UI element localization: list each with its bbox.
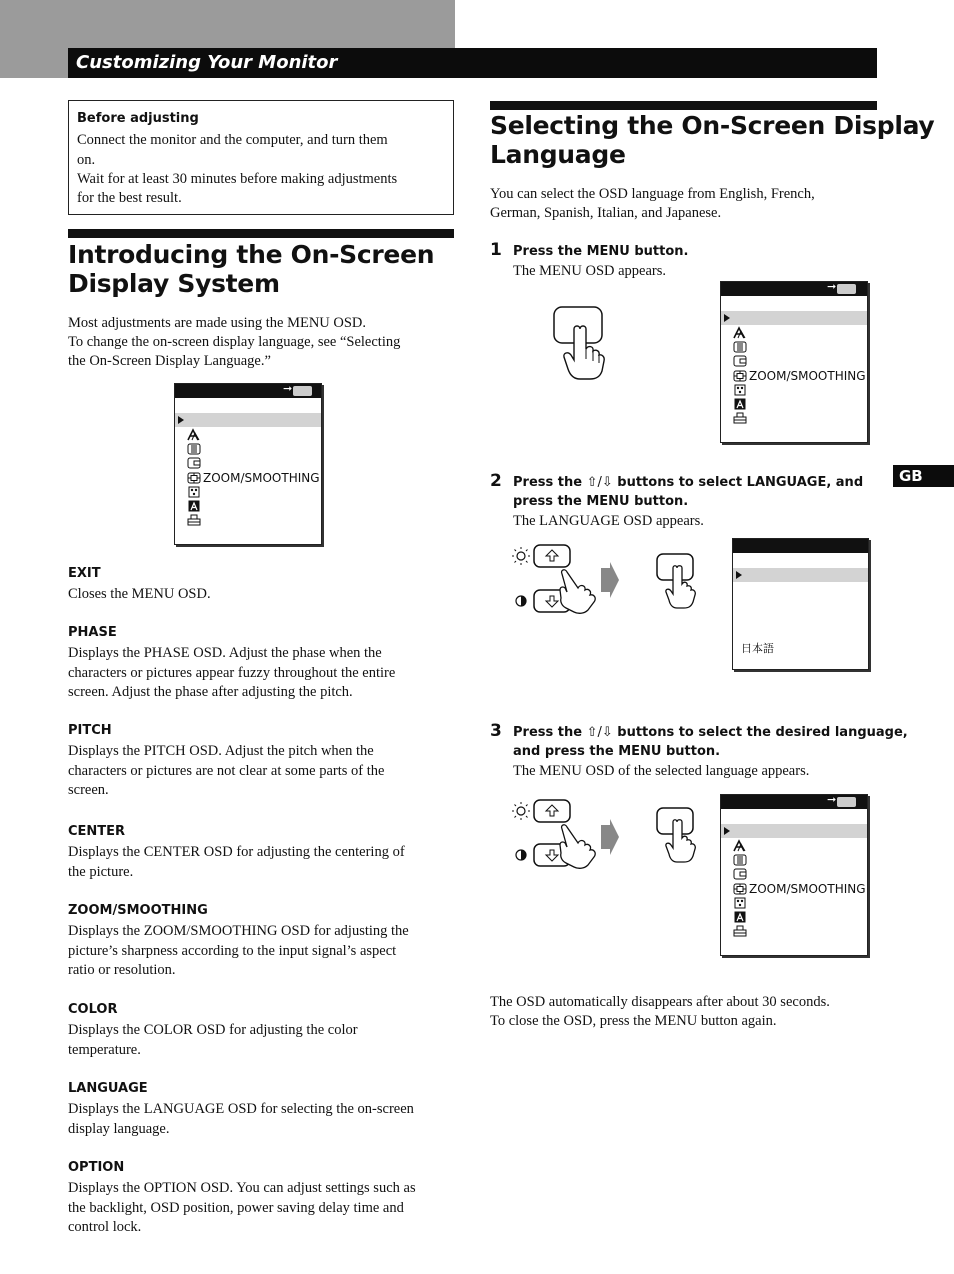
osd-zoom-row: [187, 471, 320, 485]
osd3-title-bar: [721, 795, 867, 809]
osd3-language-icon: [733, 911, 747, 923]
osd1-selected-row: [721, 311, 867, 325]
term-heading: LANGUAGE: [68, 1081, 148, 1096]
term-description-line: ratio or resolution.: [68, 962, 176, 978]
osd3-exit-arrow-icon: ➞: [827, 793, 837, 806]
term-heading: OPTION: [68, 1160, 125, 1175]
outro-line1: The OSD automatically disappears after about 30 seconds.: [490, 994, 830, 1010]
term-description-line: screen.: [68, 782, 109, 798]
term-description-line: screen. Adjust the phase after adjusting the pitch.: [68, 684, 353, 700]
step3-menu-button-press-illustration: [655, 806, 701, 864]
before-adjusting-line3: Wait for at least 30 minutes before making adjustments: [77, 171, 398, 187]
intro-heading-line2: Display System: [68, 269, 280, 298]
osd3-zoom-row: [733, 882, 866, 896]
language-osd-diagram: [732, 538, 869, 670]
osd-language-row: [187, 499, 203, 513]
osd3-center-row: [733, 867, 749, 881]
color-icon: [187, 486, 201, 498]
intro-paragraph-line3: the On-Screen Display Language.”: [68, 353, 271, 369]
step2-title-line2: press the MENU button.: [513, 494, 689, 509]
step2-menu-button-press-illustration: [655, 552, 701, 610]
term-description-line: Closes the MENU OSD.: [68, 586, 211, 602]
osd-selected-row: [175, 413, 321, 427]
osd-option-row: [187, 513, 203, 527]
intro-paragraph-line1: Most adjustments are made using the MENU OSD.: [68, 315, 367, 331]
language-tab-label: GB: [899, 467, 923, 485]
osd-zoom-label: ZOOM/SMOOTHING: [203, 471, 320, 485]
osd2-japanese-label: 日本語: [741, 642, 774, 655]
osd1-option-row: [733, 411, 749, 425]
term-description-line: control lock.: [68, 1219, 142, 1235]
pitch-icon: [187, 443, 201, 455]
exit-arrow-icon: ➞: [283, 382, 293, 395]
osd-center-row: [187, 456, 203, 470]
step3-menu-osd: [720, 794, 868, 956]
osd1-phase-row: [733, 326, 749, 340]
term-description-line: the picture.: [68, 863, 134, 880]
osd3-pitch-row: [733, 853, 749, 867]
osd-cursor-icon: [178, 416, 184, 424]
section-title: Customizing Your Monitor: [76, 52, 338, 73]
step2-number: 2: [490, 471, 502, 491]
osd1-pitch-icon: [733, 341, 747, 353]
select-intro-line1: You can select the OSD language from English, French,: [490, 186, 815, 202]
osd3-phase-icon: [733, 840, 747, 852]
osd2-japanese-row: [741, 641, 774, 655]
osd2-selected-row: [733, 568, 868, 582]
outro-line2: To close the OSD, press the MENU button again.: [490, 1013, 777, 1029]
osd1-zoom-label: ZOOM/SMOOTHING: [749, 369, 866, 383]
term-description-line: characters or pictures are not clear at some parts of the: [68, 762, 385, 779]
osd1-color-icon: [733, 384, 747, 396]
osd1-language-row: [733, 397, 749, 411]
osd2-title-bar: [733, 539, 868, 553]
term-heading: COLOR: [68, 1002, 118, 1017]
step2-title-line1: [513, 475, 863, 490]
term-description-line: temperature.: [68, 1041, 141, 1058]
osd1-title-bar: [721, 282, 867, 296]
osd3-phase-row: [733, 839, 749, 853]
osd3-cursor-icon: [724, 827, 730, 835]
select-heading-line1: Selecting the On-Screen Display: [490, 111, 935, 140]
osd1-menu-button-icon: [837, 284, 856, 294]
osd3-option-row: [733, 924, 749, 938]
language-tab-gb: [893, 465, 954, 487]
osd3-zoom-label: ZOOM/SMOOTHING: [749, 882, 866, 896]
step1-menu-osd: [720, 281, 868, 443]
term-heading: ZOOM/SMOOTHING: [68, 903, 208, 918]
step2-updown-buttons-illustration: [510, 542, 622, 616]
osd1-phase-icon: [733, 327, 747, 339]
osd3-color-icon: [733, 897, 747, 909]
term-description-line: display language.: [68, 1120, 170, 1137]
osd1-zoom-row: [733, 369, 866, 383]
menu-button-press-illustration: [552, 305, 606, 381]
term-description-line: picture’s sharpness according to the input signal’s aspect: [68, 942, 397, 959]
osd3-zoom-icon: [733, 883, 747, 895]
term-heading: CENTER: [68, 824, 126, 839]
step3-title-line2: and press the MENU button.: [513, 744, 721, 759]
osd1-pitch-row: [733, 340, 749, 354]
osd-phase-row: [187, 428, 203, 442]
select-heading-rule: [490, 101, 877, 110]
osd1-cursor-icon: [724, 314, 730, 322]
osd3-option-icon: [733, 925, 747, 937]
step2-title-b: buttons to select LANGUAGE, and: [612, 475, 864, 490]
term-description-line: Displays the COLOR OSD for adjusting the color: [68, 1022, 358, 1038]
step3-updown-arrows-icon: ⇧/⇩: [586, 725, 613, 740]
term-description-line: Displays the CENTER OSD for adjusting the centering of: [68, 844, 405, 860]
osd1-option-icon: [733, 412, 747, 424]
osd1-center-row: [733, 354, 749, 368]
term-heading: PHASE: [68, 625, 117, 640]
step3-title-line1: [513, 725, 908, 740]
term-description-line: Displays the PHASE OSD. Adjust the phase when the: [68, 645, 382, 661]
osd3-center-icon: [733, 868, 747, 880]
step3-result: The MENU OSD of the selected language appears.: [513, 763, 810, 779]
term-description-line: Displays the OPTION OSD. You can adjust settings such as: [68, 1180, 416, 1196]
osd3-color-row: [733, 896, 749, 910]
step3-title-a: Press the: [513, 725, 587, 740]
intro-paragraph-line2: To change the on-screen display language, see “Selecting: [68, 334, 401, 350]
before-adjusting-line2: on.: [77, 152, 96, 168]
updown-arrows-icon: ⇧/⇩: [586, 475, 613, 490]
step3-number: 3: [490, 721, 502, 741]
term-description-line: the backlight, OSD position, power saving delay time and: [68, 1199, 404, 1216]
term-description-line: Displays the PITCH OSD. Adjust the pitch when the: [68, 743, 374, 759]
language-icon: [187, 500, 201, 512]
before-adjusting-line1: Connect the monitor and the computer, and turn them: [77, 132, 388, 148]
osd1-zoom-icon: [733, 370, 747, 382]
term-description-line: Displays the ZOOM/SMOOTHING OSD for adjusting the: [68, 923, 409, 939]
step1-title: Press the MENU button.: [513, 244, 689, 259]
menu-osd-diagram: [174, 383, 322, 545]
step2-result: The LANGUAGE OSD appears.: [513, 513, 704, 529]
before-adjusting-title: Before adjusting: [77, 111, 199, 126]
osd3-selected-row: [721, 824, 867, 838]
osd1-color-row: [733, 383, 749, 397]
step3-updown-buttons-illustration: [510, 797, 622, 871]
center-icon: [187, 457, 201, 469]
osd1-exit-arrow-icon: ➞: [827, 280, 837, 293]
zoom-icon: [187, 472, 201, 484]
intro-heading-line1: Introducing the On-Screen: [68, 240, 435, 269]
osd-pitch-row: [187, 442, 203, 456]
term-description-line: Displays the LANGUAGE OSD for selecting the on-screen: [68, 1101, 414, 1117]
step3-title-b: buttons to select the desired language,: [612, 725, 908, 740]
step2-title-a: Press the: [513, 475, 587, 490]
step1-number: 1: [490, 240, 502, 260]
osd2-cursor-icon: [736, 571, 742, 579]
select-intro-line2: German, Spanish, Italian, and Japanese.: [490, 205, 722, 221]
osd-title-bar: [175, 384, 321, 398]
term-description-line: characters or pictures appear fuzzy throughout the entire: [68, 664, 396, 681]
select-heading-line2: Language: [490, 140, 626, 169]
step1-result: The MENU OSD appears.: [513, 263, 667, 279]
osd3-language-row: [733, 910, 749, 924]
term-heading: EXIT: [68, 566, 101, 581]
intro-heading-rule: [68, 229, 454, 238]
before-adjusting-line4: for the best result.: [77, 190, 182, 206]
osd-color-row: [187, 485, 203, 499]
phase-icon: [187, 429, 201, 441]
osd1-center-icon: [733, 355, 747, 367]
option-icon: [187, 514, 201, 526]
osd3-menu-button-icon: [837, 797, 856, 807]
menu-button-icon: [293, 386, 312, 396]
term-heading: PITCH: [68, 723, 112, 738]
osd3-pitch-icon: [733, 854, 747, 866]
osd1-language-icon: [733, 398, 747, 410]
